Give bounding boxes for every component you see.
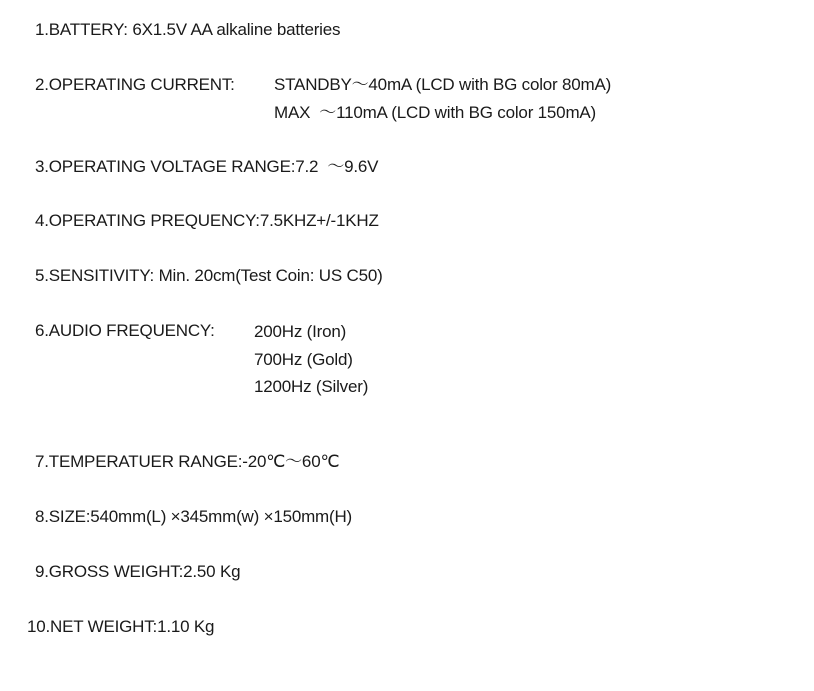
frequency-spec: 4.OPERATING PREQUENCY:7.5KHZ+/-1KHZ [35, 211, 379, 230]
voltage-range-spec: 3.OPERATING VOLTAGE RANGE:7.2 ～9.6V [35, 157, 379, 176]
net-weight-spec: 10.NET WEIGHT:1.10 Kg [27, 617, 215, 636]
audio-frequency-gold: 700Hz (Gold) [254, 350, 353, 369]
battery-spec: 1.BATTERY: 6X1.5V AA alkaline batteries [35, 20, 341, 39]
audio-frequency-silver: 1200Hz (Silver) [254, 377, 369, 396]
audio-frequency-label: 6.AUDIO FREQUENCY: [35, 321, 215, 340]
audio-frequency-iron: 200Hz (Iron) [254, 322, 347, 341]
size-spec: 8.SIZE:540mm(L) ×345mm(w) ×150mm(H) [35, 507, 353, 526]
operating-current-standby: STANDBY～40mA (LCD with BG color 80mA) [274, 75, 612, 94]
sensitivity-spec: 5.SENSITIVITY: Min. 20cm(Test Coin: US C50) [35, 266, 383, 285]
operating-current-label: 2.OPERATING CURRENT: [35, 75, 235, 94]
temperature-range-spec: 7.TEMPERATUER RANGE:-20℃～60℃ [35, 452, 340, 471]
gross-weight-spec: 9.GROSS WEIGHT:2.50 Kg [35, 562, 241, 581]
operating-current-max: MAX ～110mA (LCD with BG color 150mA) [274, 103, 596, 122]
